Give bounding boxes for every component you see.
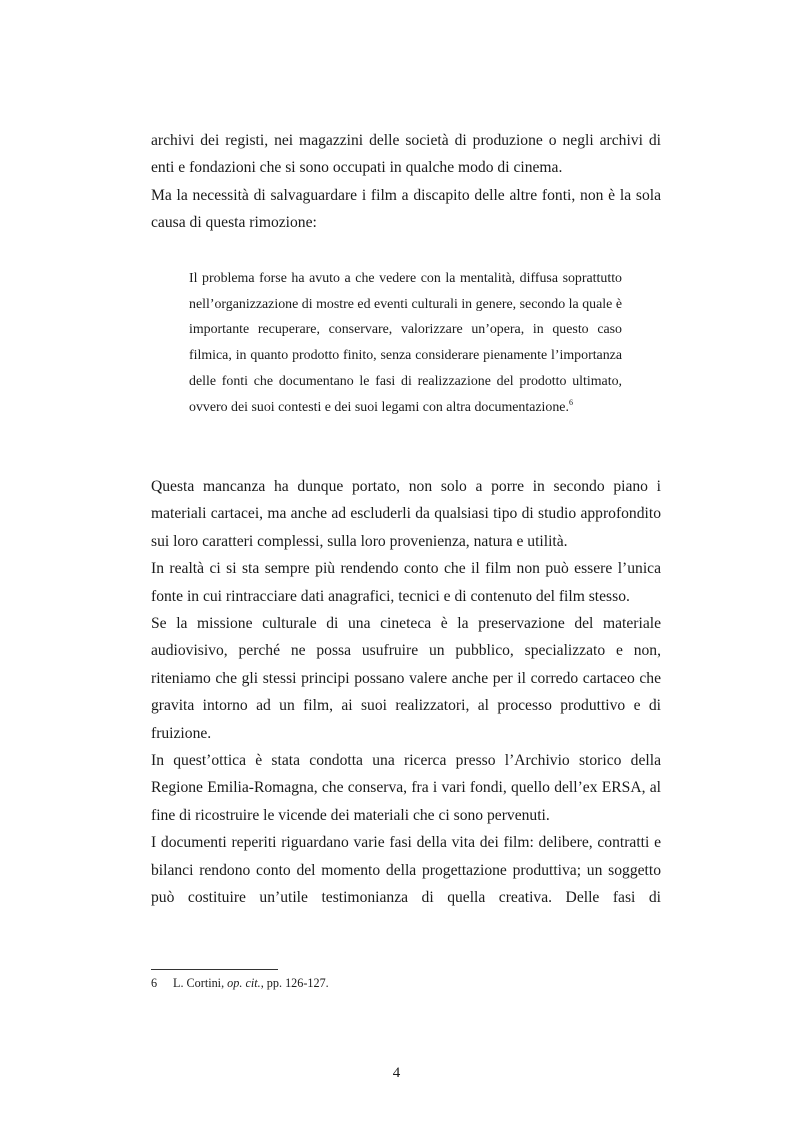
paragraph: Questa mancanza ha dunque portato, non solo a porre in secondo piano i materiali cartacei, ma anche ad escluderli da qualsiasi tipo di studio approfondito sui loro caratteri complessi, sulla loro provenienza, natura e utilità.: [151, 478, 661, 550]
paragraph: I documenti reperiti riguardano varie fasi della vita dei film: delibere, contratti e bilanci rendono conto del momento della progettazione produttiva; un soggetto può costituire un’utile testimonianza di quella creativa. Delle fasi di: [151, 834, 661, 907]
intro-block: [151, 127, 661, 237]
footnote-number: 6: [151, 976, 158, 990]
footnote-reference[interactable]: 6: [568, 397, 573, 407]
paragraph: In realtà ci si sta sempre più rendendo conto che il film non può essere l’unica fonte in cui rintracciare dati anagrafici, tecnici e di contenuto del film stesso.: [151, 560, 661, 605]
footnote-author: L. Cortini,: [173, 976, 225, 990]
intro-paragraph: archivi dei registi, nei magazzini delle società di produzione o negli archivi di enti e fondazioni che si sono occupati in qualche modo di cinema.: [151, 132, 661, 177]
quote-body: Il problema forse ha avuto a che vedere con la mentalità, diffusa soprattutto nell’organizzazione di mostre ed eventi culturali in genere, secondo la quale è importante recuperare, conservare, valorizzare un’opera, in questo caso filmica, in quanto prodotto finito, senza considerare pienamente l’importanza delle fonti che documentano le fasi di realizzazione del prodotto ultimato, ovvero dei suoi contesti e dei suoi legami con altra documentazione.: [189, 271, 622, 415]
footnote-cite: op. cit.: [227, 976, 261, 990]
paragraph: Se la missione culturale di una cineteca è la preservazione del materiale audiovisivo, perché ne possa usufruire un pubblico, specializzato e non, riteniamo che gli stessi principi possano valere anche per il corredo cartaceo che gravita intorno ad un film, ai suoi realizzatori, al processo produttivo e di fruizione.: [151, 615, 661, 742]
page-number: 4: [392, 1065, 401, 1081]
main-text: [151, 473, 661, 912]
paragraph: In quest’ottica è stata condotta una ricerca presso l’Archivio storico della Regione Emilia-Romagna, che conserva, fra i vari fondi, quello dell’ex ERSA, al fine di ricostruire le vicende dei materiali che ci sono pervenuti.: [151, 752, 661, 824]
footnote: [151, 974, 661, 992]
footnote-pages: , pp. 126-127.: [260, 976, 329, 990]
second-paragraph: Ma la necessità di salvaguardare i film a discapito delle altre fonti, non è la sola causa di questa rimozione:: [151, 186, 661, 232]
footnote-divider: [151, 969, 278, 970]
block-quote: [189, 266, 622, 420]
quote-text: [189, 266, 622, 420]
